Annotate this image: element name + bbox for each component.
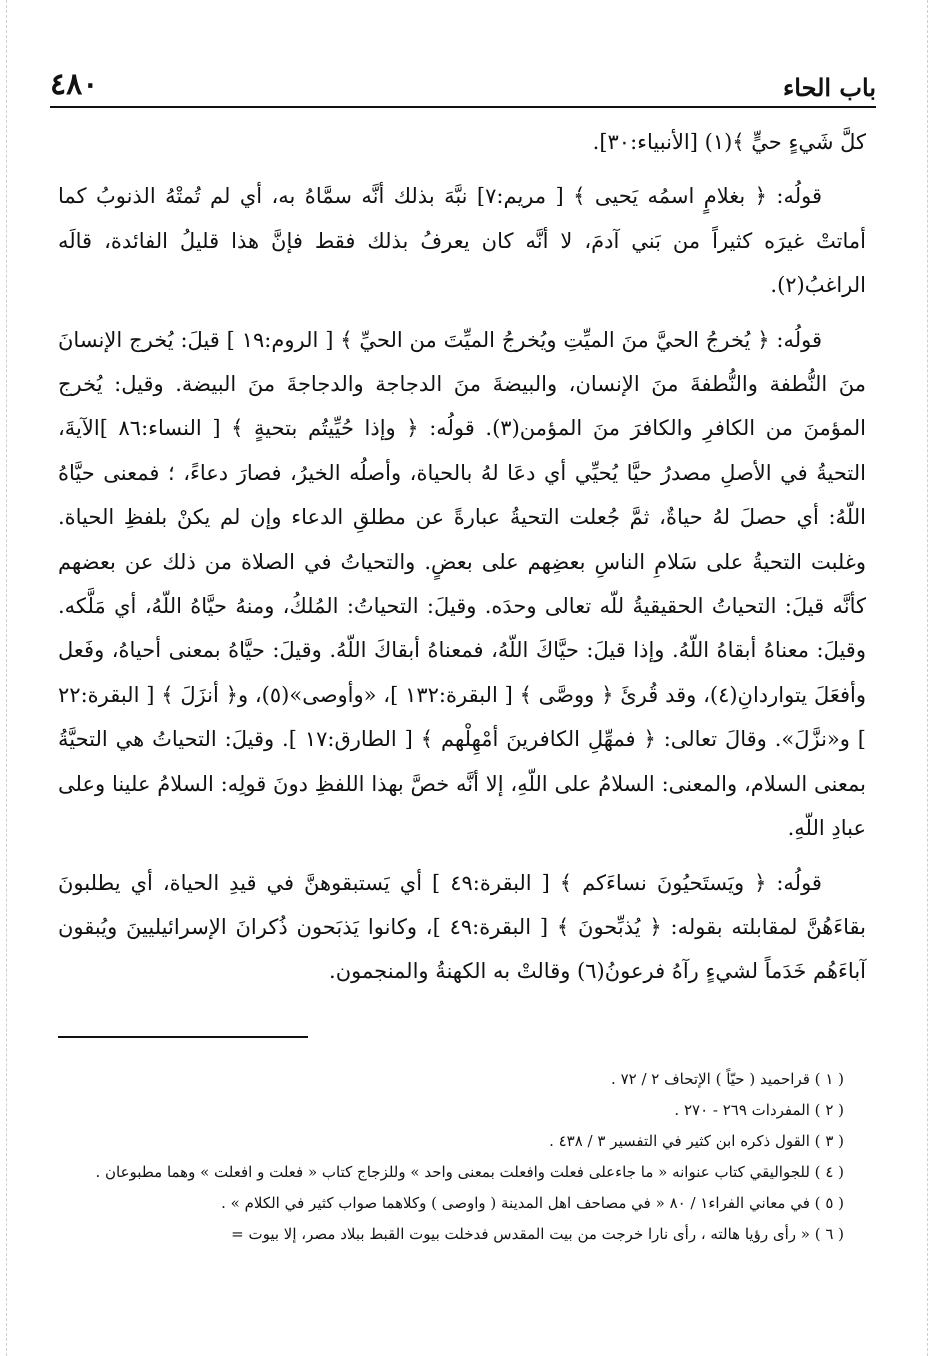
footnotes (52, 1064, 844, 1250)
scan-edge-line (927, 0, 928, 1356)
footnote: ( ٣ ) القول ذكره ابن كثير في التفسير ٣ / ٤٣٨ . (549, 1132, 844, 1150)
footnote: ( ٤ ) للجواليقي كتاب عنوانه « ما جاءعلى فعلت وافعلت بمعنى واحد » وللزجاج كتاب « فعلت و افعلت » وهما مطبوعان . (95, 1163, 844, 1181)
chapter-title: باب الحاء (782, 73, 876, 102)
footnote: ( ٢ ) المفردات ٢٦٩ - ٢٧٠ . (674, 1101, 844, 1119)
paragraph: قولُه: ﴿ ويَستَحيُونَ نساءَكم ﴾ [ البقرة:٤٩ ] أي يَستبقوهنَّ في قيدِ الحياة، أي يطلبونَ بقاءَهُنَّ لمقابلته بقوله: ﴿ يُذبِّحونَ ﴾ [ البقرة:٤٩ ]، وكانوا يَذبَحون ذُكرانَ الإسرائيليينَ ويُبقون آباءَهُم خَدَماً لشيءٍ رآهُ فرعونُ(٦) وقالتْ به الكهنةُ والمنجمون. (58, 870, 867, 984)
page-number: ٤٨٠ (50, 67, 99, 102)
paragraph: قولُه: ﴿ يُخرجُ الحيَّ منَ الميِّتِ ويُخرجُ الميِّتَ من الحيِّ ﴾ [ الروم:١٩ ] قيلَ: يُخرج الإنسانَ منَ النُّطفة والنُّطفةَ منَ الإنسان، والبيضةَ منَ الدجاجة والدجاجةَ منَ البيضة. وقيل: يُخرج المؤمنَ من الكافرِ والكافرَ منَ المؤمن(٣). قولُه: ﴿ وإذا حُيِّيتُم بتحيةٍ ﴾ [ النساء:٨٦ ]الآيةَ، التحيةُ في الأصلِ مصدرُ حيَّا يُحيِّي أي دعَا لهُ بالحياة، وأصلُه الخيرُ، فصارَ دعاءً، ؛ فمعنى حيَّاهُ اللّهُ: أي حصلَ لهُ حياةٌ، ثمَّ جُعلت التحيةُ عبارةً عن مطلقِ الدعاء وإن لم يكنْ بلفظِ الحياة. وغلبت التحيةُ على سَلامِ الناسِ بعضِهم على بعضٍ. والتحياتُ في الصلاة من ذلك عن بعضهم كأنَّه قيلَ: التحياتُ الحقيقيةُ للّه تعالى وحدَه. وقيلَ: التحياتُ: المُلكُ، ومنهُ حيَّاهُ اللّهُ، أي مَلَّكه. وقيلَ: معناهُ أبقاهُ اللّهُ. وإذا قيلَ: حيَّاكَ اللّهُ، فمعناهُ أبقاكَ اللّهُ. وقيلَ: حيَّاهُ بمعنى أحياهُ، وفَعل وأفعَلَ يتواردانِ(٤)، وقد قُرئَ ﴿ ووصَّى ﴾ [ البقرة:١٣٢ ]، «وأوصى»(٥)، و﴿ أنزَلَ ﴾ [ البقرة:٢٢ ] و«نزَّلَ». وقالَ تعالى: ﴿ فمهِّلِ الكافرينَ أمْهِلْهم ﴾ [ الطارق:١٧ ]. وقيلَ: التحياتُ هي التحيَّةُ بمعنى السلام، والمعنى: السلامُ على اللّهِ، إلا أنَّه خصَّ بهذا اللفظِ دونَ قولِه: السلامُ علينا وعلى عبادِ اللّهِ. (58, 327, 867, 841)
main-text (58, 120, 866, 1004)
paragraph: كلَّ شَيءٍ حيٍّ ﴾(١) [الأنبياء:٣٠]. (592, 130, 866, 154)
footnote: ( ٥ ) في معاني الفراء١ / ٨٠ « في مصاحف اهل المدينة ( واوصى ) وكلاهما صواب كثير في الكلام » . (221, 1194, 844, 1212)
page-header (50, 58, 876, 108)
footnote: ( ١ ) قراحميد ( حيّاً ) الإتحاف ٢ / ٧٢ . (611, 1070, 844, 1088)
scan-edge-line (6, 0, 7, 1356)
paragraph: قولُه: ﴿ بغلامٍ اسمُه يَحيى ﴾ [ مريم:٧] نبَّهَ بذلك أنَّه سمَّاهُ به، أي لم تُمتْهُ الذنوبُ كما أماتتْ غيرَه كثيراً من بَني آدمَ، لا أنَّه كان يعرفُ بذلك فقط فإنَّ هذا قليلُ الفائدة، قالَه الراغبُ(٢). (58, 184, 866, 298)
footnote: ( ٦ ) « رأى رؤيا هالته ، رأى نارا خرجت من بيت المقدس فدخلت بيوت القبط ببلاد مصر، إلا بيوت = (231, 1225, 844, 1243)
footnote-separator (58, 1036, 308, 1038)
